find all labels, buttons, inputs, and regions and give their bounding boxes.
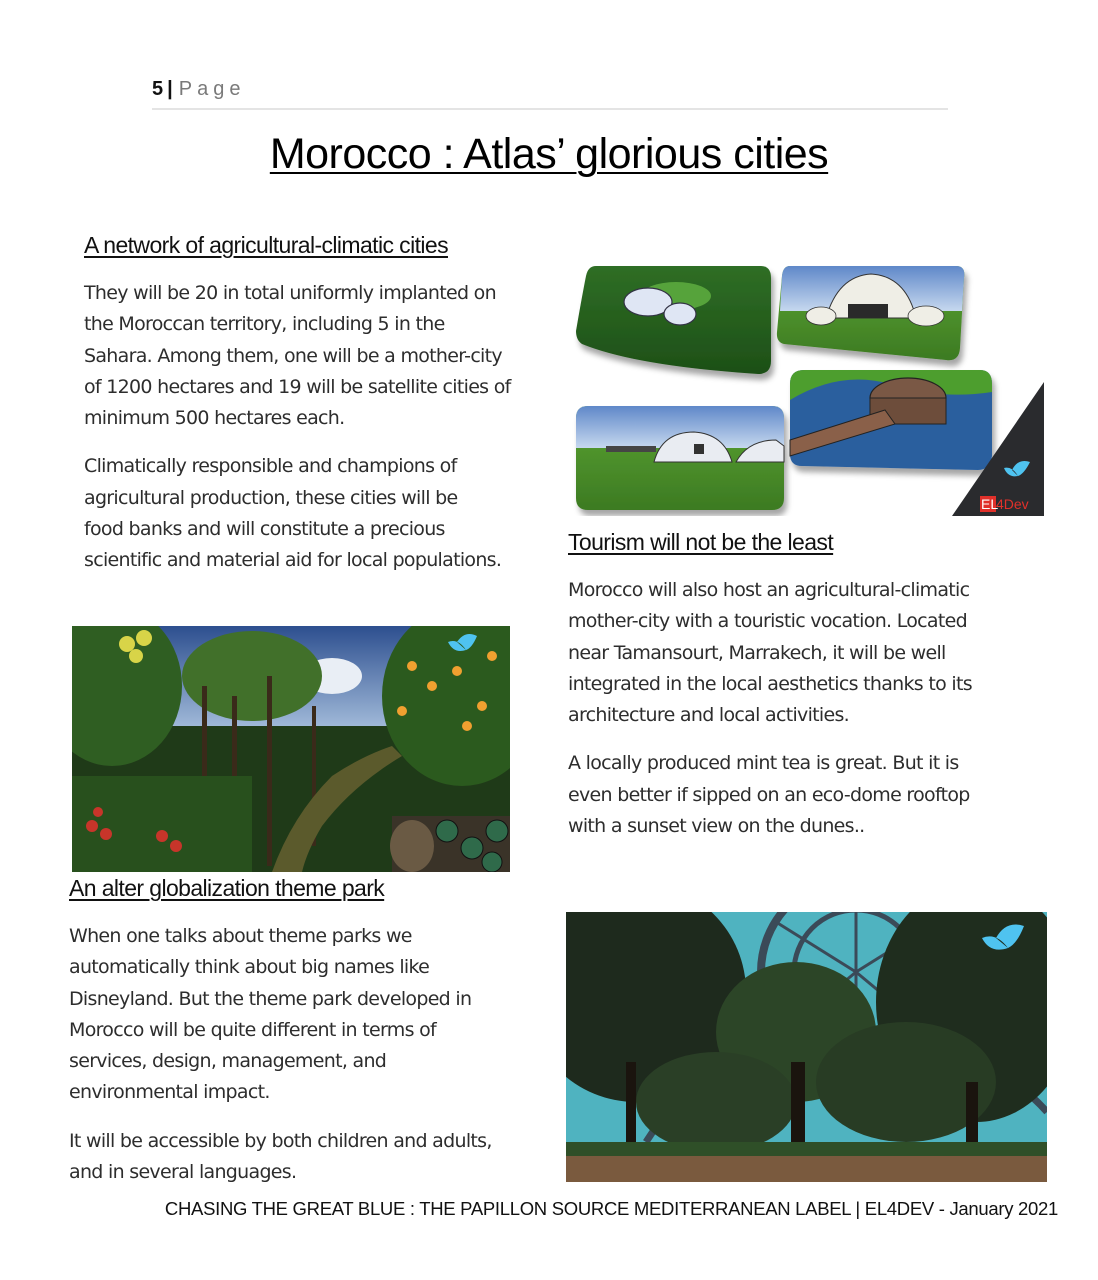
paragraph: Climatically responsible and champions of agricultural production, these cities will be food banks and will constitute a precious scientific and material aid for local populations. xyxy=(84,455,502,572)
logo-el-text: EL xyxy=(981,496,999,512)
page-number: 5 xyxy=(152,78,164,100)
paragraph: Morocco will also host an agricultural-climatic mother-city with a touristic vocation. Located near Tamansourt, Marrakech, it will be well integrated in the local aesthetics thanks to its architecture and local activities. xyxy=(568,579,972,727)
section-heading: Tourism will not be the least xyxy=(568,529,834,555)
section-heading: A network of agricultural-climatic cities xyxy=(84,232,448,258)
paragraph: A locally produced mint tea is great. But it is even better if sipped on an eco-dome rooftop with a sunset view on the dunes.. xyxy=(568,752,970,838)
page-separator: | xyxy=(167,78,173,100)
page-header xyxy=(152,78,948,110)
paragraph: When one talks about theme parks we automatically think about big names like Disneyland. But the theme park developed in Morocco will be quite different in terms of services, design, management, and environmental impact. xyxy=(69,925,472,1104)
page-label: Page xyxy=(178,78,246,100)
section-tourism xyxy=(568,529,1048,859)
logo-4dev-text: 4Dev xyxy=(996,496,1029,512)
page-title: Morocco : Atlas’ glorious cities xyxy=(269,130,829,178)
section-agricultural-cities xyxy=(84,232,564,594)
section-heading: An alter globalization theme park xyxy=(69,875,385,901)
paragraph: They will be 20 in total uniformly implanted on the Moroccan territory, including 5 in the Sahara. Among them, one will be a mother-city of 1200 hectares and 19 will be satellite cities of minimum 500 hectares each. xyxy=(84,282,511,430)
section-theme-park xyxy=(69,875,549,1205)
glass-dome-forest-image xyxy=(566,912,1047,1182)
eco-domes-collage-image xyxy=(572,262,1044,516)
paragraph: It will be accessible by both children and adults, and in several languages. xyxy=(69,1129,492,1184)
page-footer: CHASING THE GREAT BLUE : THE PAPILLON SOURCE MEDITERRANEAN LABEL | EL4DEV - January 2021 xyxy=(164,1198,1058,1219)
agricultural-garden-image xyxy=(72,626,510,872)
